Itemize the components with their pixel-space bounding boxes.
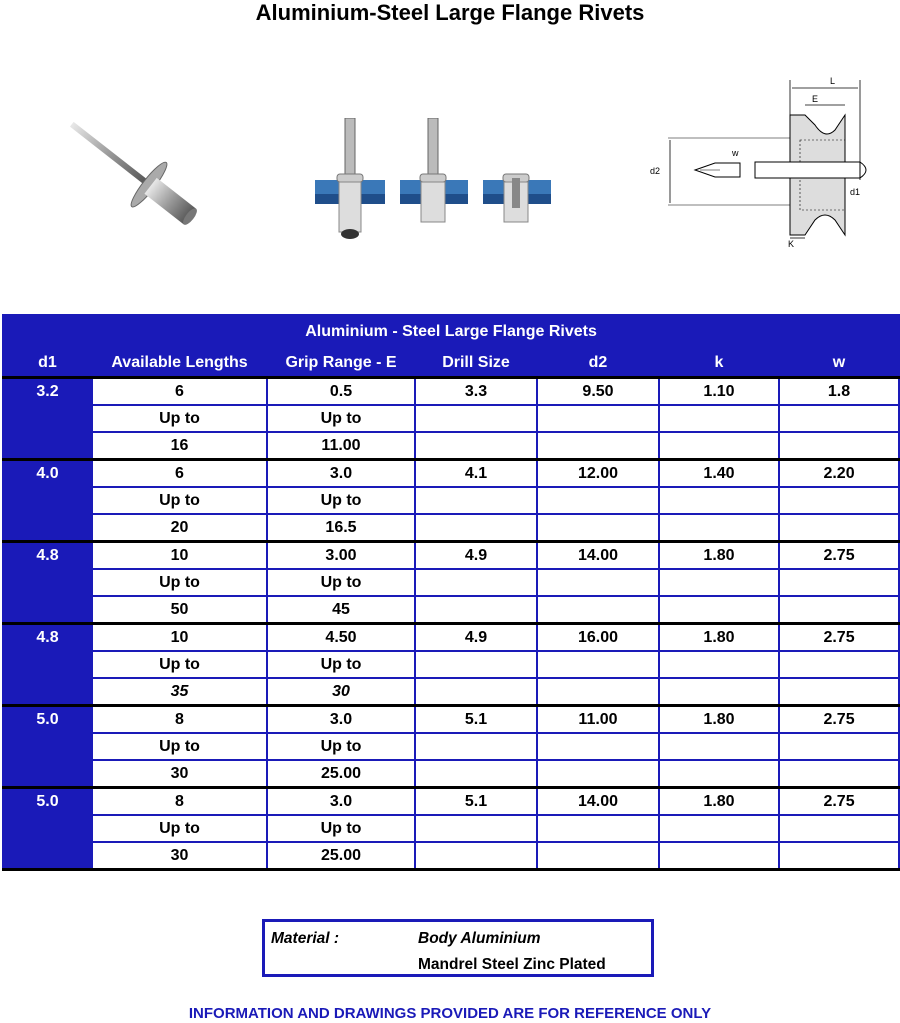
column-header: Available Lengths (92, 349, 267, 378)
table-cell: 2.75 (779, 788, 899, 816)
table-cell (415, 842, 537, 870)
table-cell (659, 514, 779, 542)
table-cell: 25.00 (267, 760, 415, 788)
table-cell: 11.00 (267, 432, 415, 460)
table-cell: 2.75 (779, 624, 899, 652)
table-cell (659, 487, 779, 514)
table-cell: 3.0 (267, 460, 415, 488)
table-cell (3, 487, 92, 514)
table-cell: 5.1 (415, 706, 537, 734)
label-L: L (830, 76, 836, 86)
table-cell: 10 (92, 542, 267, 570)
label-w: w (732, 148, 739, 158)
table-cell: 1.80 (659, 542, 779, 570)
table-cell: 30 (92, 842, 267, 870)
rivet-dimension-drawing (640, 70, 870, 250)
label-d2: d2 (650, 166, 661, 176)
table-cell: 14.00 (537, 542, 659, 570)
table-cell: 3.0 (267, 788, 415, 816)
table-cell: 3.0 (267, 706, 415, 734)
table-cell: 11.00 (537, 706, 659, 734)
table-cell: Up to (267, 733, 415, 760)
column-header: Drill Size (415, 349, 537, 378)
table-cell (415, 678, 537, 706)
table-cell: 4.8 (3, 542, 92, 570)
table-cell: 1.8 (779, 378, 899, 406)
table-cell: 45 (267, 596, 415, 624)
table-cell (415, 432, 537, 460)
table-cell (537, 514, 659, 542)
table-cell: 5.1 (415, 788, 537, 816)
table-cell: 3.2 (3, 378, 92, 406)
table-cell (779, 842, 899, 870)
table-cell: 1.80 (659, 788, 779, 816)
table-cell (537, 432, 659, 460)
table-body (3, 378, 899, 870)
table-row (3, 514, 899, 542)
table-cell: 1.80 (659, 706, 779, 734)
rivet-stages-image (315, 118, 565, 248)
table-cell (3, 815, 92, 842)
table-cell: 1.40 (659, 460, 779, 488)
table-cell (537, 651, 659, 678)
table-cell (415, 514, 537, 542)
table-cell (537, 405, 659, 432)
material-label: Material : (271, 930, 340, 947)
table-cell: 3.00 (267, 542, 415, 570)
table-cell: 16 (92, 432, 267, 460)
table-cell (3, 760, 92, 788)
table-cell (415, 405, 537, 432)
table-cell (779, 760, 899, 788)
table-cell (3, 432, 92, 460)
table-cell (537, 760, 659, 788)
material-box (262, 919, 654, 977)
table-cell: 5.0 (3, 706, 92, 734)
table-cell: 8 (92, 788, 267, 816)
table-cell: 3.3 (415, 378, 537, 406)
table-cell (779, 651, 899, 678)
table-cell: 2.20 (779, 460, 899, 488)
table-cell: Up to (267, 569, 415, 596)
table-cell: Up to (267, 651, 415, 678)
table-cell: 5.0 (3, 788, 92, 816)
table-cell: 12.00 (537, 460, 659, 488)
table-cell (659, 596, 779, 624)
table-cell: 50 (92, 596, 267, 624)
table-cell (779, 733, 899, 760)
table-cell (415, 760, 537, 788)
table-cell: Up to (92, 651, 267, 678)
table-cell (415, 733, 537, 760)
table-cell: Up to (92, 487, 267, 514)
table-cell: 6 (92, 460, 267, 488)
table-cell (3, 651, 92, 678)
table-cell (3, 733, 92, 760)
table-row (3, 405, 899, 432)
table-row (3, 733, 899, 760)
table-cell (537, 815, 659, 842)
table-cell (537, 678, 659, 706)
table-cell: 16.5 (267, 514, 415, 542)
label-K: K (788, 239, 795, 249)
table-cell (3, 569, 92, 596)
table-row (3, 432, 899, 460)
table-cell: 30 (92, 760, 267, 788)
table-cell: 20 (92, 514, 267, 542)
table-cell: Up to (267, 487, 415, 514)
table-cell (415, 569, 537, 596)
table-cell (659, 733, 779, 760)
table-cell (659, 815, 779, 842)
table-cell (3, 405, 92, 432)
table-cell: 14.00 (537, 788, 659, 816)
table-cell (779, 815, 899, 842)
table-cell (537, 487, 659, 514)
table-row (3, 706, 899, 734)
table-cell (415, 815, 537, 842)
table-row (3, 378, 899, 406)
table-cell (537, 733, 659, 760)
table-cell (779, 514, 899, 542)
table-cell (415, 651, 537, 678)
table-cell: Up to (92, 815, 267, 842)
table-cell: Up to (92, 405, 267, 432)
table-row (3, 815, 899, 842)
table-cell: 25.00 (267, 842, 415, 870)
table-cell: 8 (92, 706, 267, 734)
table-caption: Aluminium - Steel Large Flange Rivets (3, 315, 899, 349)
table-row (3, 788, 899, 816)
table-cell: 2.75 (779, 706, 899, 734)
table-cell: 4.9 (415, 624, 537, 652)
table-cell: 4.9 (415, 542, 537, 570)
table-cell (3, 596, 92, 624)
table-row (3, 542, 899, 570)
table-cell (779, 596, 899, 624)
table-cell (779, 405, 899, 432)
table-cell: 9.50 (537, 378, 659, 406)
table-row (3, 842, 899, 870)
table-cell (779, 432, 899, 460)
table-cell: 0.5 (267, 378, 415, 406)
column-header: w (779, 349, 899, 378)
table-cell (659, 678, 779, 706)
table-cell (659, 569, 779, 596)
table-cell: Up to (267, 405, 415, 432)
table-cell (415, 487, 537, 514)
table-cell (659, 651, 779, 678)
table-cell: 4.1 (415, 460, 537, 488)
table-cell (537, 842, 659, 870)
table-cell (537, 596, 659, 624)
table-cell: Up to (92, 733, 267, 760)
column-header: d2 (537, 349, 659, 378)
table-cell (779, 678, 899, 706)
table-cell: 16.00 (537, 624, 659, 652)
table-cell (415, 596, 537, 624)
table-cell (779, 487, 899, 514)
column-header: d1 (3, 349, 92, 378)
table-header-row (3, 349, 899, 378)
table-cell (659, 760, 779, 788)
table-row (3, 487, 899, 514)
table-row (3, 596, 899, 624)
table-cell (3, 678, 92, 706)
table-cell (659, 842, 779, 870)
rivet-photo-image (40, 100, 240, 250)
table-cell (537, 569, 659, 596)
table-cell: 4.50 (267, 624, 415, 652)
table-cell: Up to (92, 569, 267, 596)
column-header: Grip Range - E (267, 349, 415, 378)
table-row (3, 760, 899, 788)
material-body: Body Aluminium (418, 930, 541, 947)
table-cell (3, 514, 92, 542)
table-cell: Up to (267, 815, 415, 842)
table-cell: 30 (267, 678, 415, 706)
table-row (3, 678, 899, 706)
table-cell: 1.10 (659, 378, 779, 406)
label-E: E (812, 94, 819, 104)
table-cell: 2.75 (779, 542, 899, 570)
table-cell (659, 432, 779, 460)
reference-disclaimer: INFORMATION AND DRAWINGS PROVIDED ARE FOR REFERENCE ONLY (188, 1005, 712, 1022)
table-row (3, 569, 899, 596)
page-title: Aluminium-Steel Large Flange Rivets (255, 0, 645, 25)
column-header: k (659, 349, 779, 378)
table-cell (3, 842, 92, 870)
table-cell: 4.0 (3, 460, 92, 488)
material-mandrel: Mandrel Steel Zinc Plated (418, 956, 606, 973)
table-cell: 10 (92, 624, 267, 652)
label-d1: d1 (850, 187, 861, 197)
table-cell: 6 (92, 378, 267, 406)
table-cell: 1.80 (659, 624, 779, 652)
rivet-spec-table (2, 314, 900, 871)
table-row (3, 651, 899, 678)
table-row (3, 624, 899, 652)
table-cell: 4.8 (3, 624, 92, 652)
table-cell: 35 (92, 678, 267, 706)
table-row (3, 460, 899, 488)
table-cell (779, 569, 899, 596)
table-cell (659, 405, 779, 432)
